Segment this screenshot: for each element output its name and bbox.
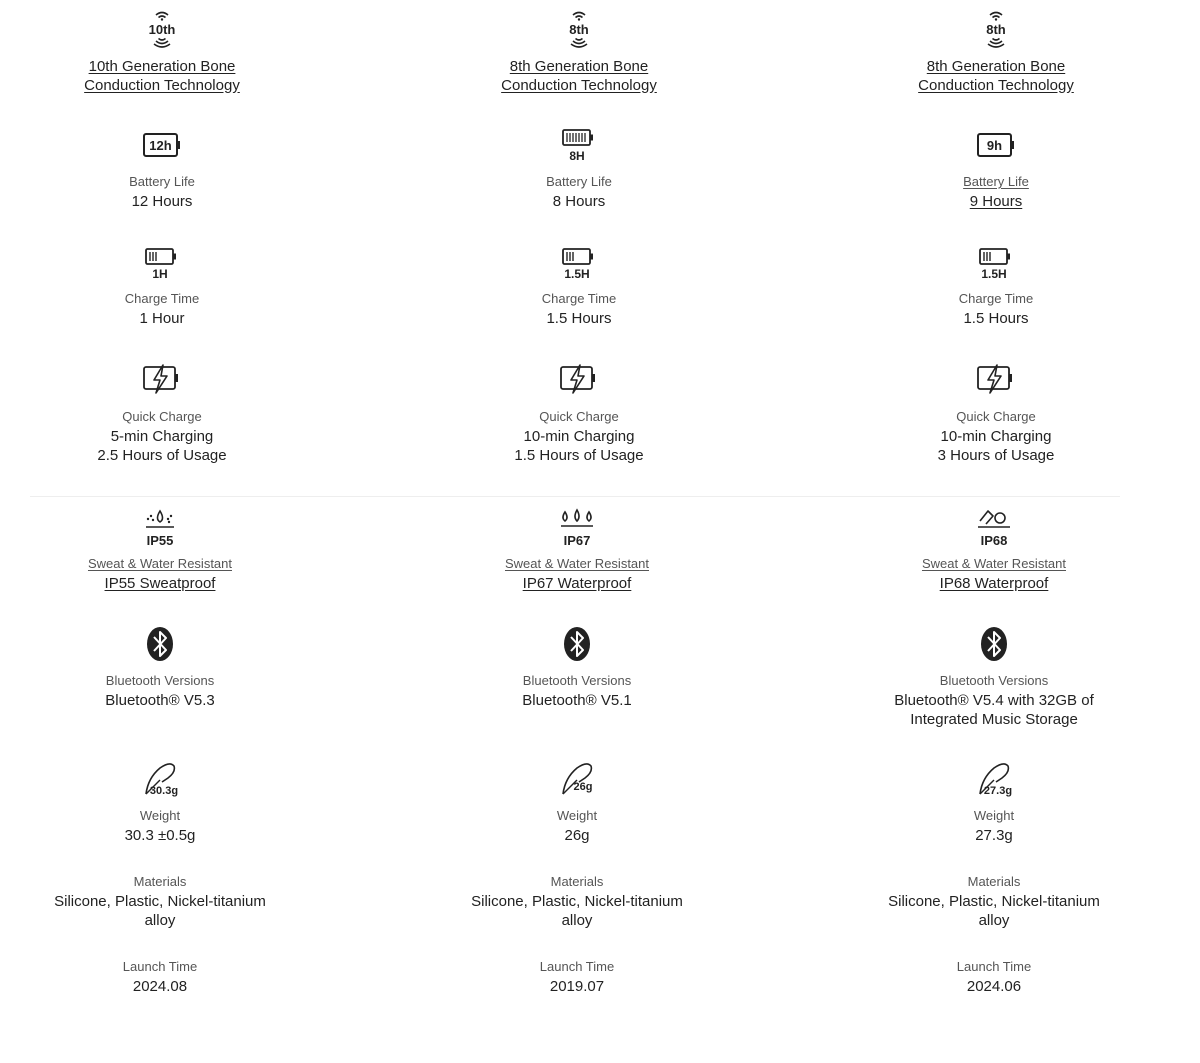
svg-text:8th: 8th xyxy=(569,22,589,37)
svg-text:8H: 8H xyxy=(569,149,585,163)
quick-charge-line2: 1.5 Hours of Usage xyxy=(514,446,644,464)
launch-label: Launch Time xyxy=(122,959,198,974)
bluetooth-line1: Bluetooth® V5.4 with 32GB of xyxy=(894,692,1094,709)
spec-quick-charge xyxy=(836,364,1156,465)
weight-value: 27.3g xyxy=(975,827,1013,844)
charge-time-label: Charge Time xyxy=(541,291,617,306)
svg-text:1.5H: 1.5H xyxy=(564,267,590,281)
charging-battery-icon xyxy=(976,247,1016,281)
quick-charge-label: Quick Charge xyxy=(956,409,1036,424)
charge-time-label: Charge Time xyxy=(958,291,1034,306)
generation-title-link[interactable]: 8th Generation Bone Conduction Technology xyxy=(501,58,657,94)
generation-title-link[interactable]: 8th Generation Bone Conduction Technology xyxy=(918,58,1074,94)
materials-line2: alloy xyxy=(144,911,176,929)
water-value-link[interactable]: IP67 Waterproof xyxy=(522,575,632,592)
bluetooth-line1: Bluetooth® V5.3 xyxy=(105,692,215,709)
spec-battery xyxy=(419,128,739,212)
launch-label: Launch Time xyxy=(956,959,1032,974)
svg-text:IP68: IP68 xyxy=(980,533,1008,548)
charging-battery-icon xyxy=(559,247,599,281)
swimming-icon xyxy=(972,507,1016,549)
spec-materials xyxy=(0,873,320,930)
quick-charge-icon xyxy=(559,364,599,394)
svg-text:1H: 1H xyxy=(152,267,168,281)
svg-text:27.3g: 27.3g xyxy=(983,785,1013,797)
launch-value: 2024.08 xyxy=(132,978,188,995)
materials-line1: Silicone, Plastic, Nickel-titanium xyxy=(54,893,266,910)
charge-time-value: 1 Hour xyxy=(139,310,185,327)
materials-line2: alloy xyxy=(978,911,1010,929)
bone-conduction-icon xyxy=(140,8,184,52)
svg-text:IP55: IP55 xyxy=(146,533,174,548)
weight-label: Weight xyxy=(973,808,1015,823)
materials-label: Materials xyxy=(133,874,187,889)
bluetooth-line2: Integrated Music Storage xyxy=(910,710,1078,728)
charge-time-value: 1.5 Hours xyxy=(546,310,612,327)
spec-battery xyxy=(2,131,322,212)
spec-weight xyxy=(0,760,320,846)
svg-text:1.5H: 1.5H xyxy=(981,267,1007,281)
svg-text:IP67: IP67 xyxy=(563,533,591,548)
bluetooth-label: Bluetooth Versions xyxy=(522,673,632,688)
spec-launch xyxy=(834,958,1154,997)
spec-charge-time xyxy=(2,247,322,329)
bone-conduction-icon xyxy=(974,8,1018,52)
svg-text:9h: 9h xyxy=(986,138,1003,153)
water-label-link[interactable]: Sweat & Water Resistant xyxy=(921,556,1066,571)
battery-icon xyxy=(559,128,599,164)
spec-water-resistance xyxy=(417,507,737,594)
battery-label-link[interactable]: Battery Life xyxy=(963,174,1029,189)
battery-value: 8 Hours xyxy=(552,193,606,210)
battery-icon xyxy=(976,131,1016,161)
water-value-link[interactable]: IP68 Waterproof xyxy=(939,575,1049,592)
feather-icon xyxy=(138,760,182,798)
spec-water-resistance xyxy=(834,507,1154,594)
launch-label: Launch Time xyxy=(539,959,615,974)
battery-label: Battery Life xyxy=(546,174,612,189)
section-divider xyxy=(30,496,1120,497)
spec-weight xyxy=(834,760,1154,846)
weight-value: 30.3 ±0.5g xyxy=(124,827,196,844)
quick-charge-icon xyxy=(142,364,182,394)
bluetooth-icon xyxy=(979,626,1009,662)
materials-label: Materials xyxy=(967,874,1021,889)
battery-value: 12 Hours xyxy=(131,193,193,210)
spec-launch xyxy=(0,958,320,997)
quick-charge-line1: 10-min Charging xyxy=(940,428,1052,445)
generation-title-link[interactable]: 10th Generation Bone Conduction Technology xyxy=(84,58,240,94)
water-label-link[interactable]: Sweat & Water Resistant xyxy=(504,556,649,571)
water-value-link[interactable]: IP55 Sweatproof xyxy=(104,575,216,592)
spec-generation xyxy=(836,8,1156,95)
charge-time-label: Charge Time xyxy=(124,291,200,306)
svg-text:8th: 8th xyxy=(986,22,1006,37)
charge-time-value: 1.5 Hours xyxy=(963,310,1029,327)
bluetooth-icon xyxy=(145,626,175,662)
bluetooth-icon xyxy=(562,626,592,662)
weight-label: Weight xyxy=(556,808,598,823)
spec-charge-time xyxy=(419,247,739,329)
spec-launch xyxy=(417,958,737,997)
spec-water-resistance xyxy=(0,507,320,594)
feather-icon xyxy=(555,760,599,798)
svg-text:12h: 12h xyxy=(149,138,172,153)
charging-battery-icon xyxy=(142,247,182,281)
bluetooth-line1: Bluetooth® V5.1 xyxy=(522,692,632,709)
launch-value: 2019.07 xyxy=(549,978,605,995)
bluetooth-label: Bluetooth Versions xyxy=(939,673,1049,688)
water-drop-icon xyxy=(138,507,182,549)
svg-text:10th: 10th xyxy=(148,22,176,37)
quick-charge-line1: 5-min Charging xyxy=(110,428,214,445)
weight-label: Weight xyxy=(139,808,181,823)
battery-value-link[interactable]: 9 Hours xyxy=(969,193,1023,210)
water-drop-icon xyxy=(555,507,599,549)
quick-charge-line1: 10-min Charging xyxy=(523,428,635,445)
spec-bluetooth xyxy=(0,626,320,711)
svg-text:30.3g: 30.3g xyxy=(149,785,179,797)
materials-line2: alloy xyxy=(561,911,593,929)
battery-icon xyxy=(142,131,182,161)
spec-bluetooth xyxy=(417,626,737,711)
materials-label: Materials xyxy=(550,874,604,889)
bluetooth-label: Bluetooth Versions xyxy=(105,673,215,688)
spec-charge-time xyxy=(836,247,1156,329)
feather-icon xyxy=(972,760,1016,798)
quick-charge-line2: 3 Hours of Usage xyxy=(937,446,1055,464)
water-label-link[interactable]: Sweat & Water Resistant xyxy=(87,556,232,571)
quick-charge-icon xyxy=(976,364,1016,394)
bone-conduction-icon xyxy=(557,8,601,52)
launch-value: 2024.06 xyxy=(966,978,1022,995)
spec-weight xyxy=(417,760,737,846)
weight-value: 26g xyxy=(564,827,590,844)
spec-bluetooth xyxy=(834,626,1154,729)
materials-line1: Silicone, Plastic, Nickel-titanium xyxy=(888,893,1100,910)
materials-line1: Silicone, Plastic, Nickel-titanium xyxy=(471,893,683,910)
quick-charge-line2: 2.5 Hours of Usage xyxy=(97,446,227,464)
battery-label: Battery Life xyxy=(129,174,195,189)
spec-materials xyxy=(834,873,1154,930)
spec-battery xyxy=(836,131,1156,212)
quick-charge-label: Quick Charge xyxy=(122,409,202,424)
spec-materials xyxy=(417,873,737,930)
spec-quick-charge xyxy=(2,364,322,465)
spec-quick-charge xyxy=(419,364,739,465)
spec-generation xyxy=(419,8,739,95)
quick-charge-label: Quick Charge xyxy=(539,409,619,424)
spec-generation xyxy=(2,8,322,95)
svg-text:26g: 26g xyxy=(573,781,593,793)
